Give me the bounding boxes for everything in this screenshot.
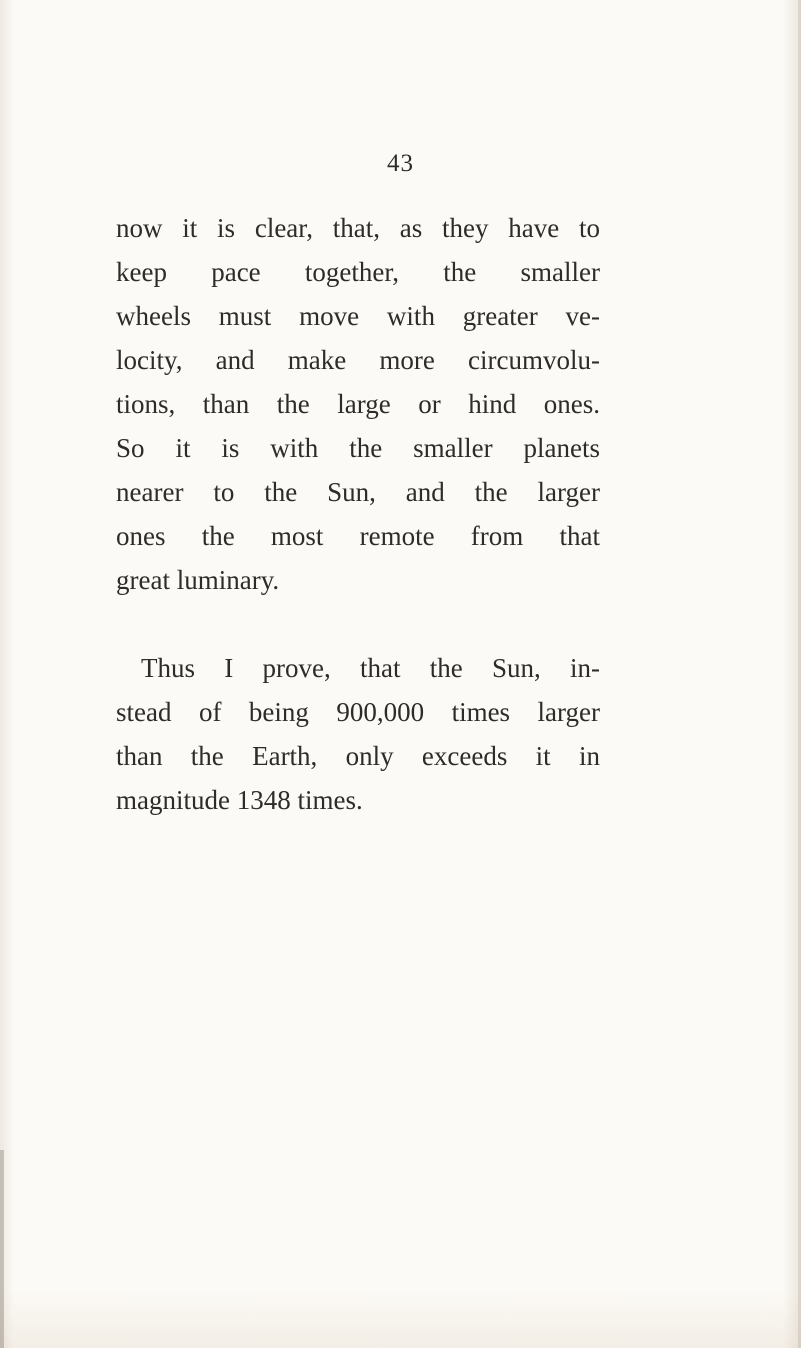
paragraph-1 xyxy=(116,206,600,602)
text-line: So it is with the smaller planets xyxy=(116,433,600,463)
text-line: great luminary. xyxy=(116,565,280,595)
text-line: stead of being 900,000 times larger xyxy=(116,697,600,727)
text-line: locity, and make more circumvolu- xyxy=(116,345,600,375)
text-line: Thus I prove, that the Sun, in- xyxy=(141,653,600,683)
page-edge-shadow xyxy=(0,1150,4,1348)
text-line: than the Earth, only exceeds it in xyxy=(116,741,600,771)
text-line: tions, than the large or hind ones. xyxy=(116,389,600,419)
page-number: 43 xyxy=(387,150,414,177)
paragraph-gap xyxy=(116,602,600,646)
text-line: ones the most remote from that xyxy=(116,521,600,551)
page-body xyxy=(116,206,600,822)
paragraph-2 xyxy=(116,646,600,822)
text-line: nearer to the Sun, and the larger xyxy=(116,477,600,507)
text-line: now it is clear, that, as they have to xyxy=(116,213,600,243)
text-line: keep pace together, the smaller xyxy=(116,257,600,287)
text-line: wheels must move with greater ve- xyxy=(116,301,600,331)
text-line: magnitude 1348 times. xyxy=(116,785,363,815)
